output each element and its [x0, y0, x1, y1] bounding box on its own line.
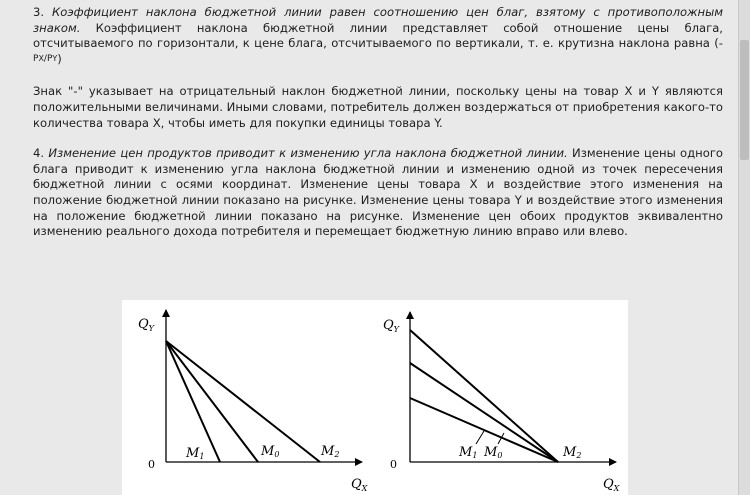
paragraph-heading: Изменение цен продуктов приводит к изменению угла наклона бюджетной линии. [48, 146, 568, 161]
right-origin-label: 0 [390, 458, 397, 471]
right-x-axis-label: $Q_X$ [603, 477, 620, 493]
right-y-axis-label: $Q_Y$ [383, 318, 399, 334]
right-m1-label: M1 [459, 445, 478, 460]
right-budget-line-m2 [410, 330, 558, 462]
left-m1-label: M1 [186, 446, 205, 461]
right-m1-pointer [476, 431, 484, 444]
left-m0-label: M0 [261, 444, 280, 459]
paragraph-body: Изменение цены одного блага приводит к изменению угла наклона бюджетной линии и изменению одной из точек пересечения бюджетной линии с осями координат. Изменение цены товара X и воздействие этого изменения на положение бюджетной линии показано на рисунке. Изменение цены товара Y и воздействие этого изменения на положение бюджетной линии показано на рисунке. Изменение цен обоих продуктов эквивалентно изменению реального дохода потребителя и перемещает бюджетную линию вправо или влево. [33, 146, 724, 239]
budget-line-diagram [122, 300, 628, 495]
left-x-axis-label: $Q_X$ [351, 477, 368, 493]
paragraph-number: 4. [33, 146, 45, 161]
left-y-axis-label: $Q_Y$ [138, 317, 154, 333]
paragraph-slope-coefficient [5, 5, 723, 69]
paragraph-body: Коэффициент наклона бюджетной линии представляет собой отношение цены блага, отсчитываемого по горизонтали, к цене блага, отсчитываемого по вертикали, т. е. крутизна наклона равна (- [33, 20, 723, 51]
scrollbar-thumb[interactable] [740, 40, 749, 160]
vertical-scrollbar[interactable] [738, 0, 750, 495]
formula-close: ) [57, 51, 62, 66]
right-m0-label: M0 [484, 445, 503, 460]
budget-line-figure [122, 300, 628, 495]
paragraph-number: 3. [33, 5, 45, 19]
paragraph-sign-explanation: Знак "-" указывает на отрицательный наклон бюджетной линии, поскольку цены на товар X и Y являются положительными величинами. Иными словами, потребитель должен воздержаться от приобретения какого-то количества товара X, чтобы иметь для покупки единицы товара Y. [33, 84, 723, 130]
paragraph-heading: Коэффициент наклона бюджетной линии равен соотношению цен благ, взятому с противоположным знаком. [33, 5, 723, 35]
formula-price-x: PX/PY [33, 53, 58, 64]
left-m2-label: M2 [321, 444, 340, 459]
left-origin-label: 0 [148, 458, 155, 471]
paragraph-price-change [5, 146, 723, 240]
right-m2-label: M2 [563, 445, 582, 460]
right-graph [383, 312, 620, 493]
article-text [5, 5, 723, 240]
left-graph [138, 310, 368, 493]
